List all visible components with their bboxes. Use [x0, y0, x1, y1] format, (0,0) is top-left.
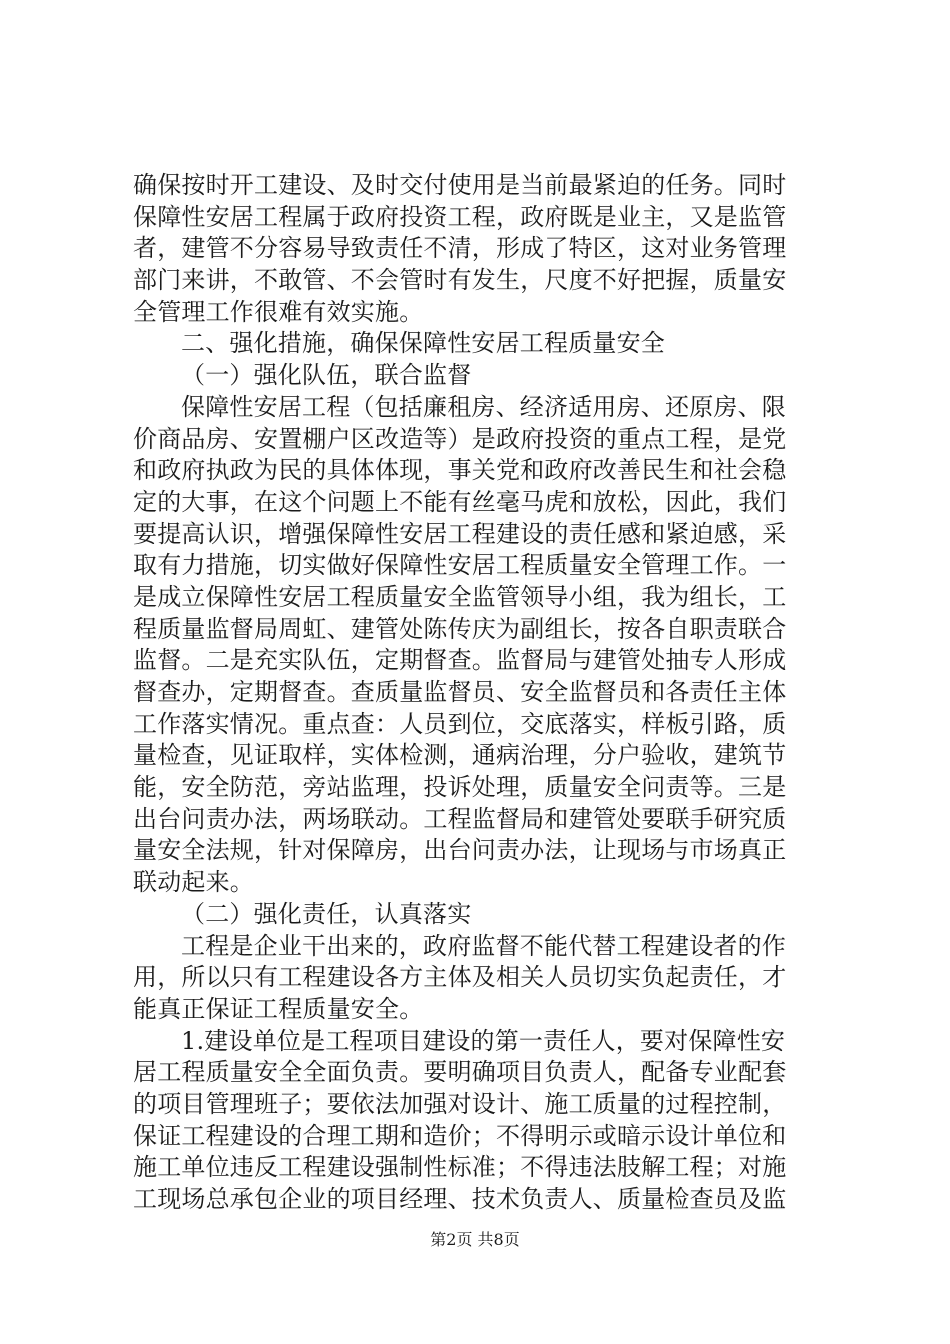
text-line: 能，安全防范，旁站监理，投诉处理，质量安全问责等。三是: [133, 773, 787, 802]
text-line: 量检查，见证取样，实体检测，通病治理，分户验收，建筑节: [133, 741, 787, 770]
text-line: 保障性安居工程属于政府投资工程，政府既是业主，又是监管: [133, 202, 787, 231]
text-line: 联动起来。: [133, 868, 254, 897]
text-line: 工程是企业干出来的，政府监督不能代替工程建设者的作: [181, 931, 786, 960]
text-line: 确保按时开工建设、及时交付使用是当前最紧迫的任务。同时: [133, 171, 787, 199]
text-line: 二、强化措施，确保保障性安居工程质量安全: [181, 329, 665, 358]
text-line: 要提高认识，增强保障性安居工程建设的责任感和紧迫感，采: [133, 519, 787, 548]
text-line: 的项目管理班子；要依法加强对设计、施工质量的过程控制，: [133, 1089, 787, 1118]
document-body: [133, 170, 833, 1216]
text-line: 1.建设单位是工程项目建设的第一责任人，要对保障性安: [181, 1026, 786, 1055]
text-line: 程质量监督局周虹、建管处陈传庆为副组长，按各自职责联合: [133, 614, 787, 643]
page-footer: 第2页 共8页: [430, 1230, 520, 1249]
text-line: （二）强化责任，认真落实: [181, 899, 472, 928]
text-line: 用，所以只有工程建设各方主体及相关人员切实负起责任，才: [133, 963, 787, 992]
text-line: 全管理工作很难有效实施。: [133, 297, 424, 326]
text-line: 督查办，定期督查。查质量监督员、安全监督员和各责任主体: [133, 678, 787, 706]
text-line: 保障性安居工程（包括廉租房、经济适用房、还原房、限: [181, 392, 786, 421]
text-line: （一）强化队伍，联合监督: [181, 361, 472, 390]
text-line: 是成立保障性安居工程质量安全监管领导小组，我为组长，工: [133, 582, 787, 611]
text-line: 定的大事，在这个问题上不能有丝毫马虎和放松，因此，我们: [133, 487, 787, 516]
text-line: 部门来讲，不敢管、不会管时有发生，尺度不好把握，质量安: [133, 266, 787, 295]
text-line: 能真正保证工程质量安全。: [133, 994, 424, 1023]
text-line: 出台问责办法，两场联动。工程监督局和建管处要联手研究质: [133, 804, 787, 833]
text-line: 取有力措施，切实做好保障性安居工程质量安全管理工作。一: [133, 551, 787, 580]
text-line: 者，建管不分容易导致责任不清，形成了特区，这对业务管理: [133, 234, 787, 263]
text-line: 居工程质量安全全面负责。要明确项目负责人，配备专业配套: [133, 1058, 787, 1087]
text-line: 工作落实情况。重点查：人员到位，交底落实，样板引路，质: [133, 709, 787, 738]
text-line: 施工单位违反工程建设强制性标准；不得违法肢解工程；对施: [133, 1153, 787, 1182]
text-line: 工现场总承包企业的项目经理、技术负责人、质量检查员及监: [133, 1185, 787, 1213]
text-line: 监督。二是充实队伍，定期督查。监督局与建管处抽专人形成: [133, 646, 787, 675]
text-line: 保证工程建设的合理工期和造价；不得明示或暗示设计单位和: [133, 1121, 787, 1150]
text-line: 和政府执政为民的具体体现，事关党和政府改善民生和社会稳: [133, 456, 787, 485]
text-line: 量安全法规，针对保障房，出台问责办法，让现场与市场真正: [133, 836, 787, 865]
text-line: 价商品房、安置棚户区改造等）是政府投资的重点工程，是党: [133, 424, 787, 453]
